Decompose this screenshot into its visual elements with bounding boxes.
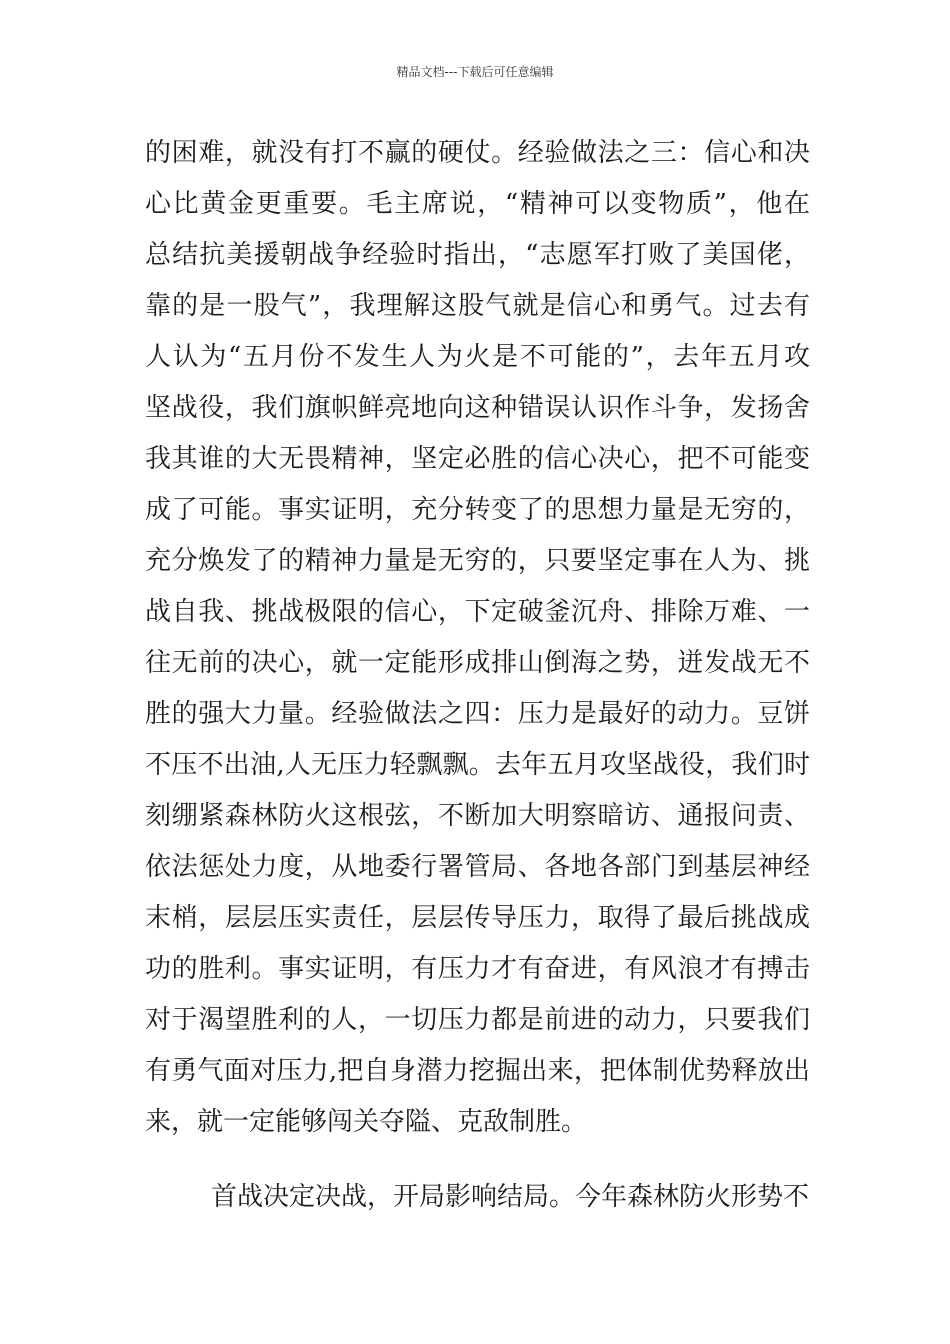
text-line: 往无前的决心，就一定能形成排山倒海之势，迸发战无不 — [145, 648, 810, 678]
text-line: 靠的是一股气”，我理解这股气就是信心和勇气。过去有 — [145, 291, 810, 321]
body-paragraph-1 — [145, 128, 810, 1148]
text-line: 刻绷紧森林防火这根弦，不断加大明察暗访、通报问责、 — [145, 801, 810, 831]
text-line: 末梢，层层压实责任，层层传导压力，取得了最后挑战成 — [145, 903, 810, 933]
text-line: 总结抗美援朝战争经验时指出，“志愿军打败了美国佬， — [145, 240, 810, 270]
text-line: 坚战役，我们旗帜鲜亮地向这种错误认识作斗争，发扬舍 — [145, 393, 810, 423]
text-line: 人认为“五月份不发生人为火是不可能的”，去年五月攻 — [145, 342, 810, 372]
text-line: 我其谁的大无畏精神，坚定必胜的信心决心，把不可能变 — [145, 444, 810, 474]
text-line: 不压不出油,人无压力轻飘飘。去年五月攻坚战役，我们时 — [145, 750, 810, 780]
text-line: 首战决定决战，开局影响结局。今年森林防火形势不 — [211, 1182, 810, 1212]
text-line: 依法惩处力度，从地委行署管局、各地各部门到基层神经 — [145, 852, 810, 882]
text-line: 胜的强大力量。经验做法之四：压力是最好的动力。豆饼 — [145, 699, 810, 729]
text-line: 有勇气面对压力,把自身潜力挖掘出来，把体制优势释放出 — [145, 1056, 810, 1086]
text-line: 充分焕发了的精神力量是无穷的，只要坚定事在人为、挑 — [145, 546, 810, 576]
page-header: 精品文档---下载后可任意编辑 — [396, 65, 554, 79]
text-line: 来，就一定能够闯关夺隘、克敌制胜。 — [145, 1107, 588, 1137]
text-line: 的困难，就没有打不赢的硬仗。经验做法之三：信心和决 — [145, 138, 810, 168]
text-line: 心比黄金更重要。毛主席说，“精神可以变物质”，他在 — [145, 189, 810, 219]
text-line: 战自我、挑战极限的信心，下定破釜沉舟、排除万难、一 — [145, 597, 810, 627]
body-paragraph-2 — [145, 1172, 810, 1223]
text-line: 对于渴望胜利的人，一切压力都是前进的动力，只要我们 — [145, 1005, 810, 1035]
text-line: 成了可能。事实证明，充分转变了的思想力量是无穷的， — [145, 495, 810, 525]
text-line: 功的胜利。事实证明，有压力才有奋进，有风浪才有搏击 — [145, 954, 810, 984]
